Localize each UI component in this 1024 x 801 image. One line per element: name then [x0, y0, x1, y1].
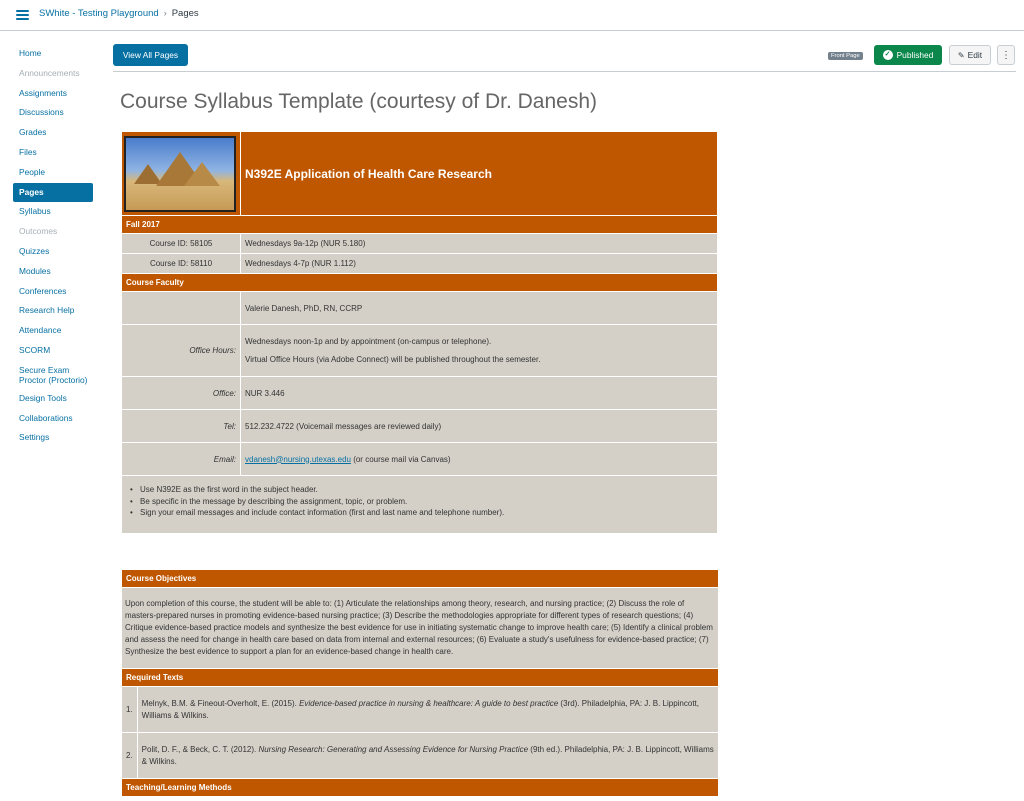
objectives-text: Upon completion of this course, the student will be able to: (1) Articulate the relationships among theory, research, and nursing practice; (2) Discuss the role of masters-prepared nurses in promoting evidence-based nursing practice; (3) Describe the methodologies appropriate for different types of research questions; (4) Critique evidence-based practice models and synthesize the best evidence for use in initiating systematic change to improve health care; (5) Identify a clinical problem and assess the need for change in health care based on data from internal and external resources; (6) Evaluate a study's usefulness for evidence-based practice; (7) Synthesize the best evidence to support a plan for an evidence-based change in health care.: [122, 588, 719, 669]
top-bar: [0, 0, 1024, 31]
term-header: Fall 2017: [122, 216, 718, 234]
email-value: [241, 443, 718, 476]
nav-item-quizzes[interactable]: Quizzes: [19, 245, 50, 256]
text-1-number: 1.: [122, 687, 138, 733]
nav-item-syllabus[interactable]: Syllabus: [19, 206, 51, 217]
section-1-id: Course ID: 58105: [122, 234, 241, 254]
nav-item-home[interactable]: Home: [19, 48, 42, 58]
email-tip: • Sign your email messages and include contact information (first and last name and telephone number).: [130, 507, 713, 519]
nav-item-people[interactable]: People: [19, 166, 46, 177]
email-note: (or course mail via Canvas): [350, 454, 451, 464]
nav-item-secure-exam-proctor-proctorio[interactable]: Secure Exam Proctor (Proctorio): [19, 364, 88, 385]
syllabus-table-2: [121, 569, 719, 797]
office-hours-label: Office Hours:: [122, 325, 241, 377]
office-label: Office:: [122, 377, 241, 410]
nav-item-settings[interactable]: Settings: [19, 432, 50, 443]
nav-item-conferences[interactable]: Conferences: [19, 285, 67, 296]
text-1-publisher: (3rd). Philadelphia, PA: J. B. Lippincott, Williams & Wilkins.: [141, 698, 699, 720]
office-hours-line-2: Virtual Office Hours (via Adobe Connect) will be published throughout the semester.: [245, 355, 541, 364]
view-all-pages-button[interactable]: View All Pages: [113, 44, 188, 66]
nav-item-modules[interactable]: Modules: [19, 265, 51, 276]
nav-item-files[interactable]: Files: [19, 146, 37, 157]
published-label: Published: [896, 50, 934, 60]
kebab-icon[interactable]: ⋮: [997, 45, 1015, 65]
front-page-badge: Front Page: [828, 52, 863, 60]
text-1-authors: Melnyk, B.M. & Fineout-Overholt, E. (2015).: [141, 698, 300, 708]
course-title: N392E Application of Health Care Research: [241, 132, 718, 216]
email-tip: • Be specific in the message by describing the assignment, topic, or problem.: [130, 496, 713, 508]
office-value: NUR 3.446: [241, 377, 718, 410]
nav-item-design-tools[interactable]: Design Tools: [19, 392, 67, 403]
breadcrumb-separator: ›: [163, 8, 167, 18]
section-1-time: Wednesdays 9a-12p (NUR 5.180): [241, 234, 718, 254]
breadcrumb-course-link[interactable]: SWhite - Testing Playground: [39, 8, 159, 19]
office-hours-value: [241, 325, 718, 377]
email-label: Email:: [122, 443, 241, 476]
nav-item-grades[interactable]: Grades: [19, 127, 47, 138]
course-image-cell: [122, 132, 241, 216]
text-2-authors: Polit, D. F., & Beck, C. T. (2012).: [141, 744, 259, 754]
nav-item-assignments[interactable]: Assignments: [19, 87, 67, 98]
section-2-id: Course ID: 58110: [122, 254, 241, 274]
texts-header: Required Texts: [122, 669, 719, 687]
page-toolbar: [113, 44, 1016, 72]
text-1: [137, 687, 718, 733]
email-link[interactable]: vdanesh@nursing.utexas.edu: [245, 454, 351, 464]
text-2-title: Nursing Research: Generating and Assessing Evidence for Nursing Practice: [258, 744, 529, 754]
faculty-name-label: [122, 292, 241, 325]
text-2-publisher: (9th ed.). Philadelphia, PA: J. B. Lippincott, Williams & Wilkins.: [141, 744, 714, 766]
nav-item-collaborations[interactable]: Collaborations: [19, 412, 73, 423]
nav-item-scorm[interactable]: SCORM: [19, 344, 51, 355]
hamburger-icon[interactable]: [16, 10, 29, 19]
nav-item-research-help[interactable]: Research Help: [19, 305, 75, 316]
nav-item-announcements: Announcements: [19, 67, 80, 78]
text-2-number: 2.: [122, 733, 138, 779]
email-tip: • Use N392E as the first word in the subject header.: [130, 484, 713, 496]
faculty-name: Valerie Danesh, PhD, RN, CCRP: [241, 292, 718, 325]
edit-button[interactable]: [949, 45, 991, 65]
faculty-header: Course Faculty: [122, 274, 718, 292]
page-title: Course Syllabus Template (courtesy of Dr. Danesh): [120, 90, 597, 113]
email-tips: [122, 476, 718, 534]
edit-label: Edit: [967, 50, 983, 60]
syllabus-table: [121, 131, 718, 534]
breadcrumb: [39, 8, 199, 19]
course-nav: [13, 44, 93, 448]
published-button[interactable]: [874, 45, 942, 65]
pencil-icon: ✎: [957, 50, 965, 60]
methods-header: Teaching/Learning Methods: [122, 779, 719, 797]
breadcrumb-current: Pages: [171, 8, 199, 19]
objectives-header: Course Objectives: [122, 570, 719, 588]
text-2: [137, 733, 718, 779]
nav-item-outcomes: Outcomes: [19, 226, 58, 237]
nav-item-discussions[interactable]: Discussions: [19, 107, 64, 118]
section-2-time: Wednesdays 4-7p (NUR 1.112): [241, 254, 718, 274]
nav-item-pages[interactable]: Pages: [13, 183, 93, 203]
check-circle-icon: ✓: [883, 50, 893, 60]
pyramids-image: [124, 136, 236, 212]
office-hours-line-1: Wednesdays noon-1p and by appointment (on-campus or telephone).: [245, 337, 492, 346]
nav-item-attendance[interactable]: Attendance: [19, 325, 62, 336]
text-1-title: Evidence-based practice in nursing & healthcare: A guide to best practice: [299, 698, 559, 708]
tel-label: Tel:: [122, 410, 241, 443]
tel-value: 512.232.4722 (Voicemail messages are reviewed daily): [241, 410, 718, 443]
